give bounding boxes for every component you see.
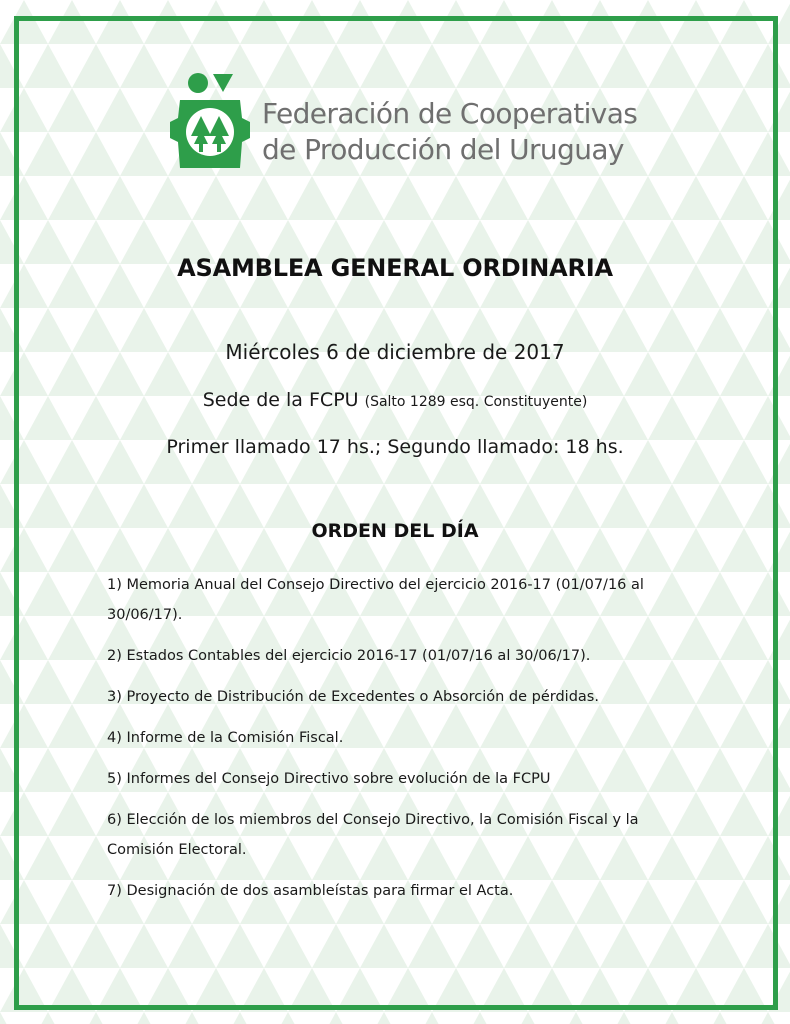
organization-name-line-2: de Producción del Uruguay	[262, 133, 624, 166]
agenda-item: 4) Informe de la Comisión Fiscal.	[107, 730, 344, 746]
meeting-date: Miércoles 6 de diciembre de 2017	[225, 340, 565, 364]
meeting-venue-name: Sede de la FCPU	[202, 389, 359, 411]
agenda-item: 5) Informes del Consejo Directivo sobre evolución de la FCPU	[107, 771, 551, 787]
meeting-venue	[0, 389, 790, 411]
meeting-calls: Primer llamado 17 hs.; Segundo llamado: 18 hs.	[166, 436, 624, 458]
document-title: ASAMBLEA GENERAL ORDINARIA	[177, 254, 613, 282]
agenda-item: 6) Elección de los miembros del Consejo Directivo, la Comisión Fiscal y la Comisión Electoral.	[107, 812, 639, 858]
agenda-item: 7) Designación de dos asambleístas para firmar el Acta.	[107, 883, 514, 899]
agenda-list	[107, 570, 707, 917]
organization-name	[262, 96, 637, 168]
organization-name-line-1: Federación de Cooperativas	[262, 97, 638, 130]
agenda-item: 1) Memoria Anual del Consejo Directivo del ejercicio 2016-17 (01/07/16 al 30/06/17).	[107, 577, 644, 623]
agenda-title: ORDEN DEL DÍA	[311, 520, 479, 542]
meeting-venue-address: (Salto 1289 esq. Constituyente)	[364, 394, 588, 410]
agenda-item: 2) Estados Contables del ejercicio 2016-17 (01/07/16 al 30/06/17).	[107, 648, 591, 664]
fcpu-cooperative-trees-logo-icon	[170, 72, 250, 170]
agenda-item: 3) Proyecto de Distribución de Excedentes o Absorción de pérdidas.	[107, 689, 599, 705]
